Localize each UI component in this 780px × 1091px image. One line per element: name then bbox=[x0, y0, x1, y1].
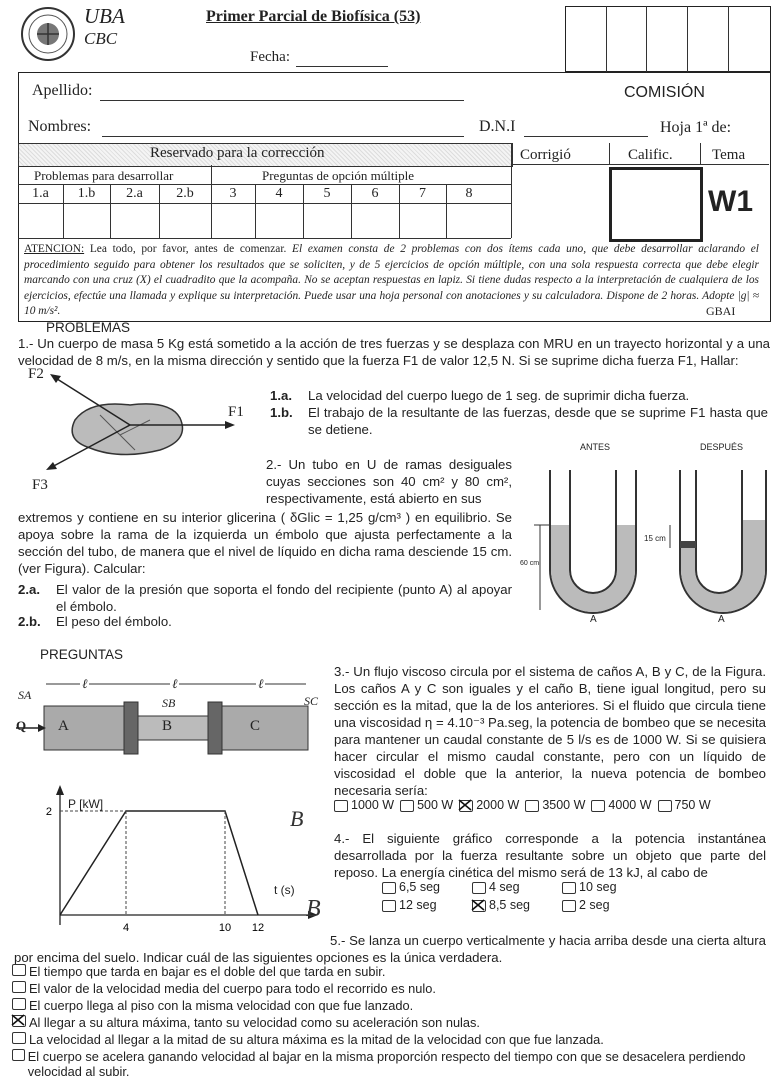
hoja-label: Hoja 1ª de: bbox=[660, 119, 732, 136]
q4-option-4[interactable] bbox=[472, 898, 530, 912]
checkbox-icon[interactable] bbox=[12, 981, 26, 993]
grade-cell-3[interactable] bbox=[211, 204, 255, 238]
fig-point-a-2: A bbox=[718, 614, 725, 625]
problemas-heading: PROBLEMAS bbox=[46, 320, 131, 335]
option-label: 4 seg bbox=[489, 880, 520, 894]
option-label: 750 W bbox=[674, 798, 711, 812]
q4-option-3[interactable] bbox=[382, 898, 437, 912]
logo-uba-text: UBA bbox=[84, 4, 125, 28]
grade-cell-8[interactable] bbox=[446, 204, 492, 238]
pipe-figure bbox=[16, 676, 334, 768]
grade-cell-7[interactable] bbox=[399, 204, 446, 238]
p1-figure bbox=[20, 360, 260, 500]
option-label: 6,5 seg bbox=[399, 880, 441, 894]
checkbox-checked-icon[interactable] bbox=[12, 1015, 26, 1027]
col-header-2-a: 2.a bbox=[126, 186, 143, 201]
q4-text: 4.- El siguiente gráfico corresponde a la potencia instantánea desarrollada por la fuerza resultante sobre un objeto que parte del reposo. La energía cinética del mismo será de 13 kJ, al cabo de bbox=[334, 831, 766, 880]
pipe-sa-label: SA bbox=[18, 688, 32, 702]
option-label: El tiempo que tarda en bajar es el doble del que tarda en subir. bbox=[29, 964, 386, 979]
q5-options bbox=[12, 964, 766, 1081]
p1-text: 1.- Un cuerpo de masa 5 Kg está sometido a la acción de tres fuerzas y se desplaza con MRU en un trayecto horizontal y a una velocidad de 8 m/s, en la misma dirección y sentido que la fuerza F1 de valor 12,5 N. Si se suprime dicha fuerza F1, Hallar: bbox=[18, 336, 770, 368]
option-label: 2 seg bbox=[579, 898, 610, 912]
q5-option-row bbox=[12, 1032, 766, 1047]
p1a-text: La velocidad del cuerpo luego de 1 seg. de suprimir dicha fuerza. bbox=[308, 388, 690, 403]
fig-f1-label: F1 bbox=[228, 404, 244, 420]
chart-xtick-4: 4 bbox=[122, 922, 130, 934]
dni-label: D.N.I bbox=[479, 118, 516, 135]
option-label: El cuerpo se acelera ganando velocidad al bajar en la misma proporción respecto del tiempo con que se desacelera perdiendo velocidad al subir. bbox=[27, 1049, 746, 1079]
option-label: El valor de la velocidad media del cuerpo para todo el recorrido es nulo. bbox=[29, 981, 436, 996]
q5-option-row bbox=[12, 981, 766, 996]
checkbox-icon[interactable] bbox=[400, 800, 414, 812]
fig-f2-label: F2 bbox=[28, 366, 44, 382]
grade-cell-6[interactable] bbox=[351, 204, 399, 238]
col-header-7: 7 bbox=[419, 186, 426, 201]
checkbox-icon[interactable] bbox=[472, 882, 486, 894]
option-label: La velocidad al llegar a la mitad de su altura máxima es la mitad de la velocidad con que fue lanzada. bbox=[29, 1032, 604, 1047]
q3-option-2[interactable] bbox=[459, 798, 519, 812]
dni-field[interactable] bbox=[524, 136, 648, 137]
q3-option-5[interactable] bbox=[658, 798, 711, 812]
apellido-field[interactable] bbox=[100, 100, 464, 101]
col-header-4: 4 bbox=[275, 186, 283, 201]
option-label: Al llegar a su altura máxima, tanto su velocidad como su aceleración son nulas. bbox=[29, 1015, 480, 1030]
nombres-label: Nombres: bbox=[28, 118, 92, 135]
checkbox-checked-icon[interactable] bbox=[472, 900, 486, 912]
p2-text-b: extremos y contiene en su interior glicerina ( δGlic = 1,25 g/cm³ ) en equilibrio. Se apoya sobre la rama de la izquierda un émbolo que ajusta perfectamente a la sección del tubo, de manera que el nivel de líquido en dicha rama desciende 15 cm. (ver Figura). Calcular: bbox=[18, 510, 512, 576]
comision-label: COMISIÓN bbox=[624, 84, 705, 101]
q3-options bbox=[334, 798, 770, 812]
preguntas-col-label: Preguntas de opción múltiple bbox=[262, 168, 415, 183]
q4-option-2[interactable] bbox=[562, 880, 617, 894]
q3-option-1[interactable] bbox=[400, 798, 453, 812]
q5-option-row bbox=[12, 1015, 766, 1030]
option-label: 500 W bbox=[417, 798, 454, 812]
fig-despues-label: DESPUÉS bbox=[700, 442, 744, 452]
fig-point-a-1: A bbox=[590, 614, 597, 625]
grade-cell-1-a[interactable] bbox=[18, 204, 63, 238]
logo-cbc-text: CBC bbox=[84, 29, 118, 48]
p1b-text: El trabajo de la resultante de las fuerzas, desde que se suprime F1 hasta que se detiene. bbox=[308, 405, 768, 437]
pipe-sc-label: SC bbox=[304, 694, 319, 708]
q3-option-0[interactable] bbox=[334, 798, 394, 812]
checkbox-icon[interactable] bbox=[382, 882, 396, 894]
q4-option-0[interactable] bbox=[382, 880, 440, 894]
q3-text: 3.- Un flujo viscoso circula por el sistema de caños A, B y C, de la Figura. Los caños A y C son iguales y el caño B, tiene igual longitud, pero su sección es la mitad, que la de los anteriores. Si el fluido que circula tiene una viscosidad η = 4.10⁻³ Pa.seg, la potencia de bombeo que se necesita para mantener un caudal constante de 5 l/s es de 1000 W. Si se quisiera hacer circular el mismo caudal constante, pero con un líquido de viscosidad el doble que la anterior, la nueva potencia de bombeo necesaria sería: bbox=[334, 664, 766, 798]
atencion-italic: El examen consta de 2 problemas con dos ítems cada uno, que debe desarrollar aclarando el procedimiento seguido para obtener los resultados que se soliciten, y de 5 ejercicios de opción múltiple, con una sola respuesta correcta que debe elegir marcando con una cruz (X) el cuadradito que la acompaña. No se aceptan respuestas en lapiz. Si tiene dudas respecto a la interpretación de cualquiera de los ejercicios, efectúe una llamada y explique su interpretación. Puede usar una hoja personal con anotaciones y su calculadora. Dispone de 2 horas. Adopte |g| ≈ 10 m/s². bbox=[24, 243, 759, 317]
pipe-a-label: A bbox=[58, 718, 69, 734]
atencion-code: GBAI bbox=[706, 304, 736, 318]
option-label: 1000 W bbox=[351, 798, 395, 812]
p1a-num: 1.a. bbox=[270, 388, 292, 403]
q5-text: 5.- Se lanza un cuerpo verticalmente y hacia arriba desde una cierta altura por encima del suelo. Indicar cuál de las siguientes opciones es la única verdadera. bbox=[14, 933, 766, 965]
atencion-plain: Lea todo, por favor, antes de comenzar. bbox=[89, 243, 287, 255]
exam-title: Primer Parcial de Biofísica (53) bbox=[206, 8, 421, 25]
chart-series-line bbox=[60, 811, 258, 915]
q5-option-row bbox=[12, 998, 766, 1013]
q5-option-0[interactable] bbox=[12, 964, 385, 979]
option-label: 2000 W bbox=[476, 798, 520, 812]
option-label: 4000 W bbox=[608, 798, 652, 812]
checkbox-icon[interactable] bbox=[12, 1049, 25, 1061]
atencion-text bbox=[24, 242, 759, 320]
fig-antes-label: ANTES bbox=[580, 442, 611, 452]
checkbox-checked-icon[interactable] bbox=[459, 800, 473, 812]
col-header-1-b: 1.b bbox=[77, 186, 96, 201]
q5-option-5[interactable] bbox=[12, 1049, 766, 1079]
option-label: 3500 W bbox=[542, 798, 586, 812]
checkbox-icon[interactable] bbox=[334, 800, 348, 812]
q5-option-3[interactable] bbox=[12, 1015, 480, 1030]
fig-15cm-label: 15 cm bbox=[644, 534, 666, 543]
preguntas-heading: PREGUNTAS bbox=[40, 647, 124, 662]
grade-cell-1-b[interactable] bbox=[63, 204, 110, 238]
q3-option-4[interactable] bbox=[591, 798, 651, 812]
col-header-6: 6 bbox=[371, 186, 379, 201]
nombres-field[interactable] bbox=[102, 136, 464, 137]
p2b-text: El peso del émbolo. bbox=[56, 614, 172, 629]
pipe-b-label: B bbox=[162, 718, 173, 734]
pipe-l1-label: ℓ bbox=[82, 676, 88, 691]
q4-option-5[interactable] bbox=[562, 898, 610, 912]
q4-option-1[interactable] bbox=[472, 880, 520, 894]
col-header-8: 8 bbox=[465, 186, 473, 201]
atencion-label: ATENCION: bbox=[24, 243, 85, 255]
q3-option-3[interactable] bbox=[525, 798, 585, 812]
p2a-num: 2.a. bbox=[18, 582, 40, 597]
col-header-3: 3 bbox=[229, 186, 237, 201]
option-label: 10 seg bbox=[579, 880, 617, 894]
fig-height-label: 60 cm bbox=[520, 560, 540, 567]
grade-cell-2-a[interactable] bbox=[110, 204, 159, 238]
uba-logo bbox=[20, 6, 76, 62]
pipe-l3-label: ℓ bbox=[258, 676, 264, 691]
power-chart bbox=[40, 785, 320, 945]
q3-hand-mark: B bbox=[290, 806, 304, 831]
option-label: 8,5 seg bbox=[489, 898, 531, 912]
q5-option-1[interactable] bbox=[12, 981, 436, 996]
pipe-sb-label: SB bbox=[162, 696, 176, 710]
checkbox-icon[interactable] bbox=[562, 900, 576, 912]
fecha-label: Fecha: bbox=[250, 49, 290, 65]
q5-option-row bbox=[12, 964, 766, 979]
p2a-text: El valor de la presión que soporta el fondo del recipiente (punto A) al apoyar el émbolo. bbox=[56, 582, 512, 614]
corrigio-label: Corrigió bbox=[520, 147, 571, 163]
checkbox-icon[interactable] bbox=[525, 800, 539, 812]
col-header-1-a: 1.a bbox=[32, 186, 49, 201]
chart-ytick-2: 2 bbox=[45, 806, 52, 818]
q5-option-row bbox=[12, 1049, 766, 1079]
option-label: El cuerpo llega al piso con la misma velocidad con que fue lanzado. bbox=[29, 998, 414, 1013]
chart-xtick-12: 12 bbox=[251, 922, 265, 934]
chart-x-label: t (s) bbox=[274, 883, 295, 897]
reservado-label: Reservado para la corrección bbox=[150, 145, 325, 161]
chart-xtick-10: 10 bbox=[218, 922, 232, 934]
problemas-col-label: Problemas para desarrollar bbox=[34, 168, 174, 183]
p2b-num: 2.b. bbox=[18, 614, 41, 629]
q4-hand-mark: B bbox=[306, 896, 321, 922]
calific-box[interactable] bbox=[609, 167, 703, 242]
apellido-label: Apellido: bbox=[32, 82, 93, 99]
grade-cell-2-b[interactable] bbox=[159, 204, 211, 238]
p1b-num: 1.b. bbox=[270, 405, 293, 420]
top-right-grid bbox=[565, 6, 771, 72]
p2-text-a: 2.- Un tubo en U de ramas desiguales cuyas secciones son 40 cm² y 80 cm², respectivamente, está abierto en sus bbox=[266, 457, 512, 506]
pipe-l2-label: ℓ bbox=[172, 676, 178, 691]
checkbox-icon[interactable] bbox=[12, 998, 26, 1010]
col-header-5: 5 bbox=[323, 186, 331, 201]
pipe-c-label: C bbox=[250, 718, 261, 734]
checkbox-icon[interactable] bbox=[12, 1032, 26, 1044]
fig-f3-label: F3 bbox=[32, 477, 48, 493]
checkbox-icon[interactable] bbox=[658, 800, 672, 812]
checkbox-icon[interactable] bbox=[562, 882, 576, 894]
pipe-q-label: Q bbox=[16, 718, 27, 733]
tema-label: Tema bbox=[712, 147, 746, 163]
col-header-2-b: 2.b bbox=[176, 186, 194, 201]
chart-y-label: P [kW] bbox=[68, 797, 104, 811]
q5-option-4[interactable] bbox=[12, 1032, 604, 1047]
grade-cell-5[interactable] bbox=[303, 204, 351, 238]
tema-value: W1 bbox=[708, 185, 753, 218]
grade-cell-4[interactable] bbox=[255, 204, 303, 238]
q5-option-2[interactable] bbox=[12, 998, 413, 1013]
checkbox-icon[interactable] bbox=[591, 800, 605, 812]
option-label: 12 seg bbox=[399, 898, 437, 912]
calific-label: Calific. bbox=[628, 147, 673, 163]
checkbox-icon[interactable] bbox=[12, 964, 26, 976]
checkbox-icon[interactable] bbox=[382, 900, 396, 912]
utube-figure bbox=[520, 440, 775, 630]
